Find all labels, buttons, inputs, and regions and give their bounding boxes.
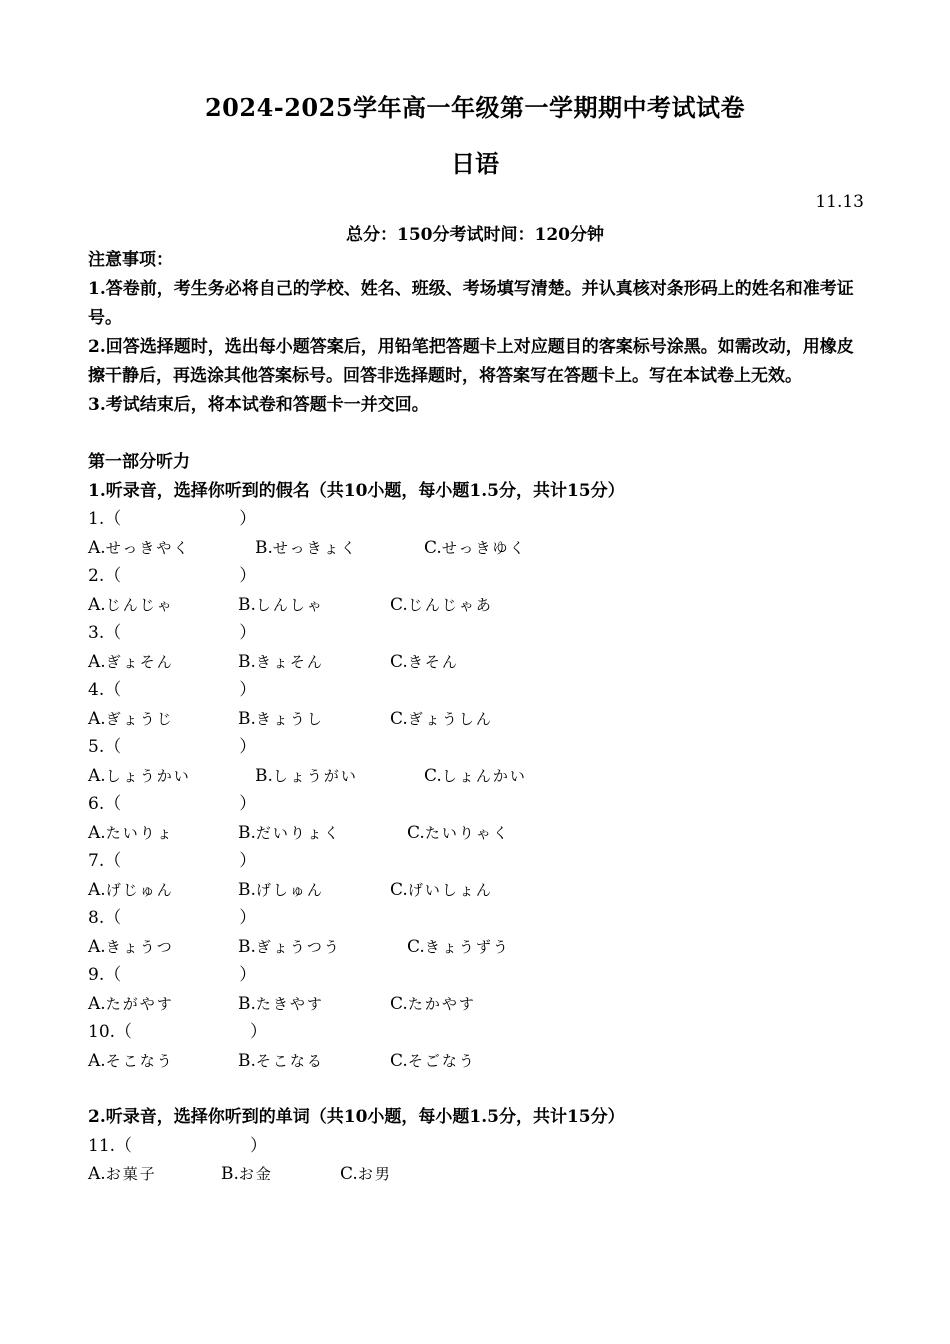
option-text: せっきょく [272,538,358,557]
question-number: 6.（ [88,794,122,814]
question-11 [88,1132,864,1161]
option-row [88,876,864,905]
option-b[interactable] [221,1160,273,1189]
answer-blank-close: ） [239,509,257,529]
option-text: だいりょく [255,823,341,842]
question-1 [88,505,864,534]
option-letter: B. [238,594,256,615]
option-b[interactable] [238,591,324,620]
option-row [88,762,864,791]
section1-question-list [88,505,864,1075]
option-b[interactable] [255,762,358,791]
option-text: きょうし [255,709,324,728]
option-row [88,1047,864,1076]
answer-blank-close: ） [250,1022,268,1042]
option-text: じんじゃあ [407,595,493,614]
option-letter: A. [88,651,106,672]
option-b[interactable] [238,705,324,734]
option-row [88,933,864,962]
option-b[interactable] [238,648,324,677]
option-text: しんしゃ [255,595,324,614]
exam-subject: 日语 [451,149,499,178]
exam-date: 11.13 [815,192,864,212]
question-number: 10.（ [88,1022,133,1042]
part1-heading: 第一部分听力 [88,452,190,472]
option-letter: A. [88,1050,106,1071]
option-text: ぎょうつう [255,937,341,956]
question-4 [88,676,864,705]
notice-heading: 注意事项： [88,250,173,270]
option-letter: A. [88,879,106,900]
answer-blank-close: ） [239,623,257,643]
notice-item-1: 1.答卷前，考生务必将自己的学校、姓名、班级、考场填写清楚。并认真核对条形码上的姓名和准考证号。 [88,279,854,328]
answer-blank[interactable] [121,847,239,876]
option-a[interactable] [88,990,174,1019]
option-text: ぎょうしん [407,709,493,728]
answer-blank[interactable] [121,505,239,534]
answer-blank[interactable] [132,1018,250,1047]
section2-heading: 2.听录音，选择你听到的单词（共10小题，每小题1.5分，共计15分） [88,1107,625,1127]
option-row [88,990,864,1019]
answer-blank-close: ） [239,566,257,586]
question-number: 7.（ [88,851,122,871]
option-b[interactable] [238,1047,324,1076]
option-a[interactable] [88,534,190,563]
option-b[interactable] [238,990,324,1019]
answer-blank[interactable] [121,733,239,762]
option-c[interactable] [390,990,476,1019]
option-c[interactable] [407,819,510,848]
notice-section [88,246,864,420]
answer-blank[interactable] [121,619,239,648]
option-letter: B. [238,822,256,843]
option-c[interactable] [390,876,493,905]
option-letter: A. [88,822,106,843]
question-number: 8.（ [88,908,122,928]
answer-blank-close: ） [239,794,257,814]
option-letter: B. [238,708,256,729]
option-text: しょうがい [272,766,358,785]
option-b[interactable] [238,933,341,962]
answer-blank[interactable] [121,676,239,705]
option-letter: A. [88,993,106,1014]
option-text: たきやす [255,994,324,1013]
option-c[interactable] [390,1047,476,1076]
option-text: きそん [407,652,459,671]
answer-blank-close: ） [239,965,257,985]
section1-heading: 1.听录音，选择你听到的假名（共10小题，每小题1.5分，共计15分） [88,480,625,501]
option-row [88,819,864,848]
option-c[interactable] [424,762,527,791]
option-text: たいりょ [105,823,174,842]
option-letter: C. [390,651,408,672]
option-a[interactable] [88,933,174,962]
option-a[interactable] [88,819,174,848]
question-9 [88,961,864,990]
answer-blank[interactable] [121,562,239,591]
question-number: 4.（ [88,680,122,700]
option-letter: B. [238,651,256,672]
option-text: しょうかい [105,766,191,785]
question-number: 2.（ [88,566,122,586]
exam-title: 2024-2025学年高一年级第一学期期中考试试卷 [204,93,746,122]
option-text: しょんかい [441,766,527,785]
option-text: ぎょうじ [105,709,174,728]
question-number: 9.（ [88,965,122,985]
option-text: じんじゃ [105,595,174,614]
question-2 [88,562,864,591]
option-text: せっきやく [105,538,191,557]
option-letter: A. [88,765,106,786]
option-letter: C. [424,537,442,558]
option-a[interactable] [88,762,191,791]
option-letter: B. [221,1164,239,1184]
answer-blank[interactable] [121,790,239,819]
option-letter: B. [238,936,256,957]
exam-score-time: 总分：150分考试时间：120分钟 [346,225,604,245]
question-number: 1.（ [88,509,122,529]
option-text: そこなう [105,1051,174,1070]
option-row [88,648,864,677]
option-c[interactable] [424,534,527,563]
question-8 [88,904,864,933]
option-letter: A. [88,594,106,615]
option-letter: C. [407,936,425,957]
answer-blank[interactable] [121,904,239,933]
option-letter: B. [255,537,273,558]
option-text: たいりゃく [424,823,510,842]
option-letter: C. [424,765,442,786]
answer-blank-close: ） [239,737,257,757]
option-letter: B. [238,879,256,900]
option-letter: B. [238,1050,256,1071]
option-c[interactable] [390,648,459,677]
option-text: たかやす [407,994,476,1013]
exam-body [88,246,864,1189]
option-text: お男 [357,1165,392,1183]
option-letter: A. [88,1164,106,1184]
question-number: 3.（ [88,623,122,643]
option-text: そこなる [255,1051,324,1070]
option-text: ぎょそん [105,652,174,671]
option-text: お菓子 [105,1165,157,1183]
option-letter: C. [390,993,408,1014]
option-letter: C. [390,1050,408,1071]
option-a[interactable] [88,705,174,734]
question-number: 5.（ [88,737,122,757]
answer-blank-close: ） [239,851,257,871]
option-c[interactable] [407,933,510,962]
option-text: きょうつ [105,937,174,956]
option-letter: A. [88,936,106,957]
question-10 [88,1018,864,1047]
answer-blank-close: ） [239,908,257,928]
option-text: たがやす [105,994,174,1013]
option-letter: B. [255,765,273,786]
question-number: 11.（ [88,1135,133,1156]
option-row [88,534,864,563]
answer-blank-close: ） [239,680,257,700]
option-text: せっきゆく [441,538,527,557]
option-letter: A. [88,537,106,558]
option-text: げじゅん [105,880,174,899]
question-6 [88,790,864,819]
option-b[interactable] [238,876,324,905]
option-letter: C. [390,708,408,729]
option-c[interactable] [390,705,493,734]
option-c[interactable] [340,1160,392,1189]
notice-item-2: 2.回答选择题时，选出每小题答案后，用铅笔把答题卡上对应题目的客案标号涂黑。如需改动，用橡皮擦干静后，再选涂其他答案标号。回答非选择题时，将答案写在答题卡上。写在本试卷上无效。 [88,337,854,386]
option-letter: C. [390,879,408,900]
option-row [88,1160,864,1189]
option-letter: C. [407,822,425,843]
option-a[interactable] [88,648,174,677]
option-a[interactable] [88,1047,174,1076]
option-text: お金 [238,1165,273,1183]
section2-question-list [88,1132,864,1189]
question-7 [88,847,864,876]
option-row [88,591,864,620]
option-b[interactable] [238,819,341,848]
option-text: そごなう [407,1051,476,1070]
answer-blank[interactable] [132,1132,250,1161]
answer-blank-close: ） [250,1135,268,1156]
option-letter: C. [390,594,408,615]
option-a[interactable] [88,876,174,905]
question-3 [88,619,864,648]
answer-blank[interactable] [121,961,239,990]
option-text: げしゅん [255,880,324,899]
option-text: きょうずう [424,937,510,956]
option-text: きょそん [255,652,324,671]
question-5 [88,733,864,762]
notice-item-3: 3.考试结束后，将本试卷和答题卡一并交回。 [88,395,429,415]
option-c[interactable] [390,591,493,620]
option-letter: C. [340,1164,358,1184]
option-a[interactable] [88,1160,157,1189]
option-a[interactable] [88,591,174,620]
option-row [88,705,864,734]
option-text: げいしょん [407,880,493,899]
option-letter: A. [88,708,106,729]
option-letter: B. [238,993,256,1014]
option-b[interactable] [255,534,358,563]
